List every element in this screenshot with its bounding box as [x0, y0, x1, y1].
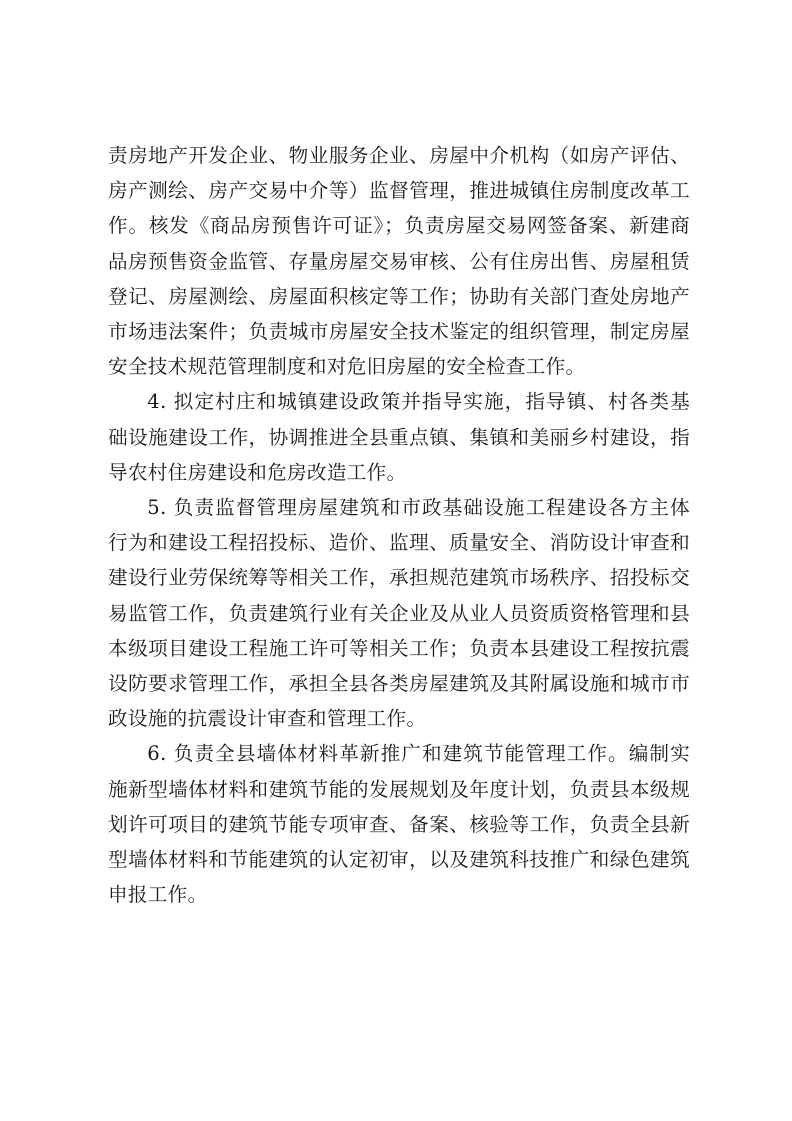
paragraph-continued: 责房地产开发企业、物业服务企业、房屋中介机构（如房产评估、房产测绘、房产交易中介等）监督管理，推进城镇住房制度改革工作。核发《商品房预售许可证》；负责房屋交易网签备案、新建商品房预售资金监管、存量房屋交易审核、公有住房出售、房屋租赁登记、房屋测绘、房屋面积核定等工作；协助有关部门查处房地产市场违法案件；负责城市房屋安全技术鉴定的组织管理，制定房屋安全技术规范管理制度和对危旧房屋的安全检查工作。 — [108, 144, 690, 379]
document-body — [108, 138, 690, 912]
paragraph-item-6: 6. 负责全县墙体材料革新推广和建筑节能管理工作。编制实施新型墙体材料和建筑节能的发展规划及年度计划，负责县本级规划许可项目的建筑节能专项审查、备案、核验等工作，负责全县新型墙体材料和节能建筑的认定初审，以及建筑科技推广和绿色建筑申报工作。 — [108, 742, 690, 907]
paragraph-item-5: 5. 负责监督管理房屋建筑和市政基础设施工程建设各方主体行为和建设工程招投标、造价、监理、质量安全、消防设计审查和建设行业劳保统筹等相关工作，承担规范建筑市场秩序、招投标交易监管工作，负责建筑行业有关企业及从业人员资质资格管理和县本级项目建设工程施工许可等相关工作；负责本县建设工程按抗震设防要求管理工作，承担全县各类房屋建筑及其附属设施和城市市政设施的抗震设计审查和管理工作。 — [108, 496, 690, 731]
paragraph-item-4: 4. 拟定村庄和城镇建设政策并指导实施，指导镇、村各类基础设施建设工作，协调推进全县重点镇、集镇和美丽乡村建设，指导农村住房建设和危房改造工作。 — [108, 390, 690, 484]
